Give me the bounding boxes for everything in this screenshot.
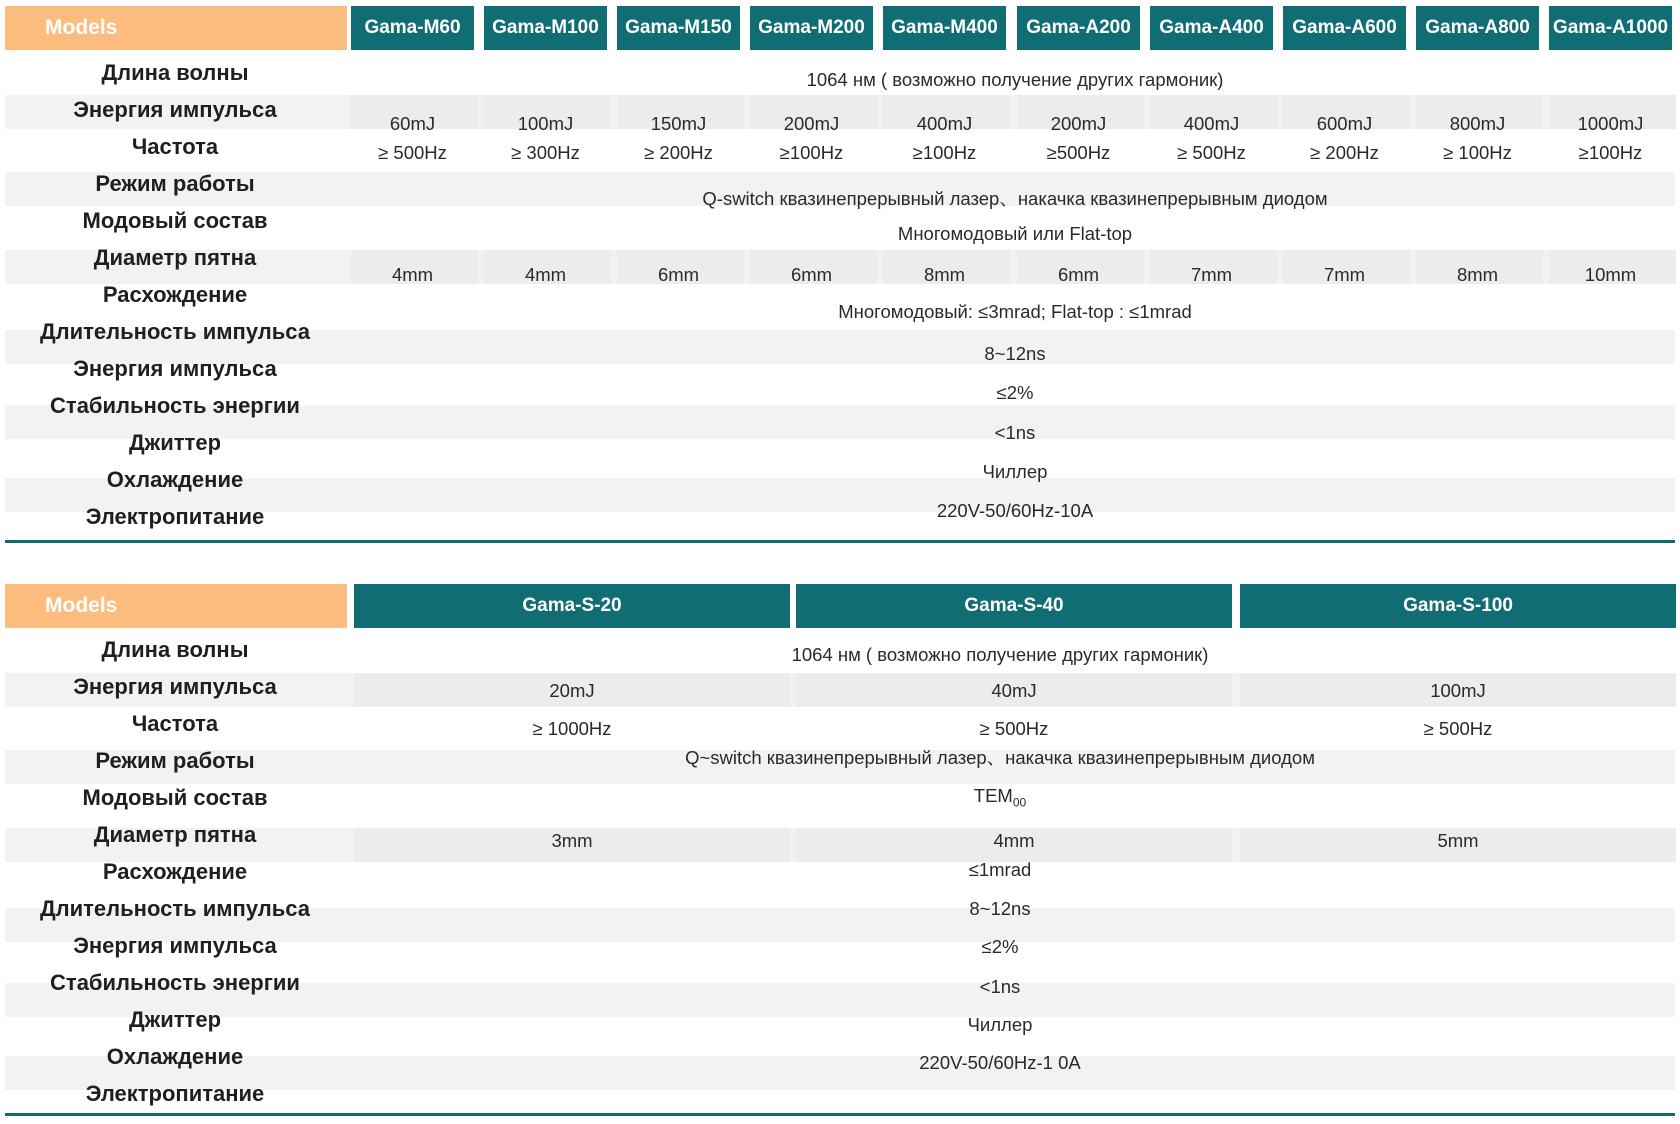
mode-composition-value xyxy=(350,783,1650,816)
spot-value: 4mm xyxy=(524,264,567,285)
row-label: Джиттер xyxy=(128,430,222,455)
row-label: Длина волны xyxy=(101,637,249,662)
frequency-value: ≥500Hz xyxy=(1046,142,1111,163)
model-header-gama-m200: Gama-M200 xyxy=(750,6,873,50)
row-label: Диаметр пятна xyxy=(93,245,257,270)
cooling-value: Чиллер xyxy=(967,1014,1033,1035)
energy-value: 800mJ xyxy=(1449,113,1506,134)
row-label: Электропитание xyxy=(85,1081,265,1106)
row-label: Длительность импульса xyxy=(39,319,311,344)
model-header-gama-s-100: Gama-S-100 xyxy=(1240,584,1676,628)
spot-value: 7mm xyxy=(1323,264,1366,285)
jitter-value: <1ns xyxy=(994,422,1036,443)
row-label: Расхождение xyxy=(102,859,248,884)
model-header-gama-a800: Gama-A800 xyxy=(1416,6,1539,50)
spot-value: 10mm xyxy=(1584,264,1637,285)
pulse-width-value: 8~12ns xyxy=(984,343,1046,364)
row-label: Джиттер xyxy=(128,1007,222,1032)
energy-value: 1000mJ xyxy=(1577,113,1644,134)
spot-value: 4mm xyxy=(391,264,434,285)
section-divider xyxy=(5,540,1675,543)
frequency-value: ≥ 300Hz xyxy=(511,142,580,163)
energy-value: 400mJ xyxy=(1183,113,1240,134)
tem-sub: 00 xyxy=(1012,795,1027,810)
row-label: Электропитание xyxy=(85,504,265,529)
divergence-value: ≤1mrad xyxy=(968,859,1032,880)
model-header-gama-a200: Gama-A200 xyxy=(1017,6,1140,50)
energy-value: 400mJ xyxy=(916,113,973,134)
bottom-rule xyxy=(5,1113,1675,1116)
row-label: Длительность импульса xyxy=(39,896,311,921)
spot-value: 7mm xyxy=(1190,264,1233,285)
energy-stability-value: ≤2% xyxy=(996,382,1034,403)
row-label: Охлаждение xyxy=(106,467,244,492)
row-label: Стабильность энергии xyxy=(50,393,300,418)
energy-value: 100mJ xyxy=(1430,680,1486,701)
energy-value: 20mJ xyxy=(549,680,595,701)
spot-value: 6mm xyxy=(790,264,833,285)
model-header-gama-a1000: Gama-A1000 xyxy=(1549,6,1672,50)
row-label: Охлаждение xyxy=(106,1044,244,1069)
row-label: Частота xyxy=(131,711,219,736)
wavelength-value: 1064 нм ( возможно получение других гармоник) xyxy=(791,644,1209,665)
power-value: 220V-50/60Hz-10A xyxy=(936,500,1094,521)
frequency-value: ≥ 500Hz xyxy=(1423,718,1493,739)
energy-value: 60mJ xyxy=(389,113,436,134)
energy-value: 150mJ xyxy=(650,113,707,134)
energy-value: 100mJ xyxy=(517,113,574,134)
frequency-value: ≥ 100Hz xyxy=(1443,142,1512,163)
frequency-value: ≥ 500Hz xyxy=(1177,142,1246,163)
frequency-value: ≥ 500Hz xyxy=(378,142,447,163)
tem-main: TEM xyxy=(973,785,1013,806)
frequency-value: ≥ 1000Hz xyxy=(532,718,612,739)
model-header-gama-s-20: Gama-S-20 xyxy=(354,584,790,628)
models-header-cell: Models xyxy=(5,6,347,50)
jitter-value: <1ns xyxy=(979,976,1021,997)
model-header-gama-a400: Gama-A400 xyxy=(1150,6,1273,50)
row-label: Режим работы xyxy=(95,748,255,773)
row-label: Длина волны xyxy=(101,60,249,85)
model-header-gama-m150: Gama-M150 xyxy=(617,6,740,50)
frequency-value: ≥ 500Hz xyxy=(979,718,1049,739)
model-header-gama-m400: Gama-M400 xyxy=(883,6,1006,50)
spot-value: 8mm xyxy=(923,264,966,285)
power-value: 220V-50/60Hz-1 0A xyxy=(919,1052,1081,1073)
row-label: Расхождение xyxy=(102,282,248,307)
operation-mode-value: Q~switch квазинепрерывный лазер、накачка квазинепрерывным диодом xyxy=(685,747,1315,768)
row-label: Энергия импульса xyxy=(73,933,277,958)
spot-value: 6mm xyxy=(657,264,700,285)
cooling-value: Чиллер xyxy=(982,461,1048,482)
row-label: Модовый состав xyxy=(82,208,268,233)
frequency-value: ≥100Hz xyxy=(1578,142,1643,163)
frequency-value: ≥100Hz xyxy=(912,142,977,163)
operation-mode-value: Q-switch квазинепрерывный лазер、накачка квазинепрерывным диодом xyxy=(702,188,1328,209)
energy-value: 200mJ xyxy=(1050,113,1107,134)
divergence-value: Многомодовый: ≤3mrad; Flat-top : ≤1mrad xyxy=(838,301,1192,322)
model-header-gama-m100: Gama-M100 xyxy=(484,6,607,50)
model-header-gama-a600: Gama-A600 xyxy=(1283,6,1406,50)
row-label: Энергия импульса xyxy=(73,356,277,381)
spot-value: 6mm xyxy=(1057,264,1100,285)
energy-value: 600mJ xyxy=(1316,113,1373,134)
row-label: Модовый состав xyxy=(82,785,268,810)
spot-value: 8mm xyxy=(1456,264,1499,285)
model-header-gama-m60: Gama-M60 xyxy=(351,6,474,50)
wavelength-value: 1064 нм ( возможно получение других гармоник) xyxy=(806,69,1224,90)
model-header-gama-s-40: Gama-S-40 xyxy=(796,584,1232,628)
spot-value: 5mm xyxy=(1437,830,1479,851)
energy-value: 40mJ xyxy=(991,680,1037,701)
energy-stability-value: ≤2% xyxy=(981,936,1019,957)
mode-composition-value: Многомодовый или Flat-top xyxy=(897,223,1133,244)
row-label: Энергия импульса xyxy=(73,674,277,699)
spot-value: 3mm xyxy=(551,830,593,851)
frequency-value: ≥ 200Hz xyxy=(1310,142,1379,163)
row-label: Диаметр пятна xyxy=(93,822,257,847)
row-label: Режим работы xyxy=(95,171,255,196)
pulse-width-value: 8~12ns xyxy=(969,898,1031,919)
row-label: Стабильность энергии xyxy=(50,970,300,995)
row-label: Энергия импульса xyxy=(73,97,277,122)
frequency-value: ≥ 200Hz xyxy=(644,142,713,163)
frequency-value: ≥100Hz xyxy=(779,142,844,163)
spot-value: 4mm xyxy=(993,830,1035,851)
models-header-cell: Models xyxy=(5,584,347,628)
energy-value: 200mJ xyxy=(783,113,840,134)
row-label: Частота xyxy=(131,134,219,159)
